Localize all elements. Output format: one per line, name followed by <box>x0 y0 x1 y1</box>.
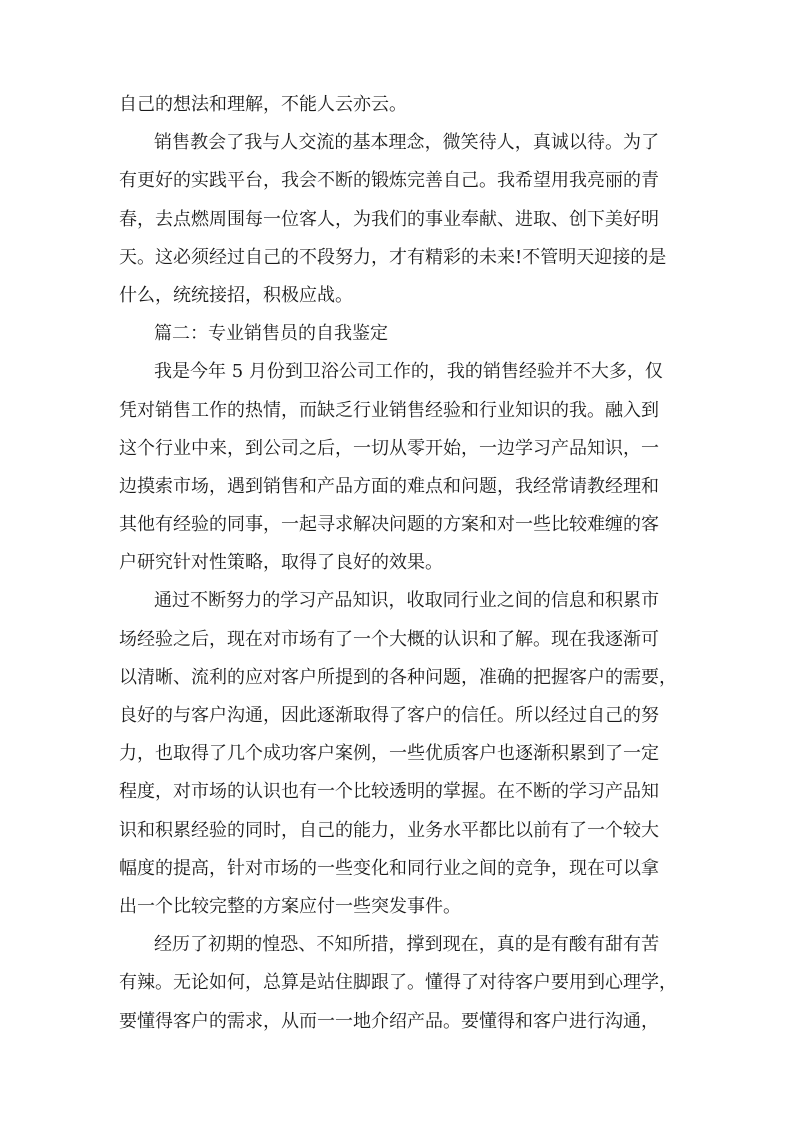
text-line: 有更好的实践平台，我会不断的锻炼完善自己。我希望用我亮丽的青 <box>119 170 659 192</box>
text-line: 户研究针对性策略，取得了良好的效果。 <box>119 552 443 574</box>
text-line: 其他有经验的同事，一起寻求解决问题的方案和对一些比较难缠的客 <box>119 514 659 536</box>
text-line: 自己的想法和理解，不能人云亦云。 <box>119 94 407 115</box>
text-line: 什么，统统接招，积极应战。 <box>119 284 353 306</box>
text-line: 程度，对市场的认识也有一个比较透明的掌握。在不断的学习产品知 <box>119 781 659 803</box>
text-line: 识和积累经验的同时，自己的能力，业务水平都比以前有了一个较大 <box>119 819 659 841</box>
text-line: 这个行业中来，到公司之后，一切从零开始，一边学习产品知识，一 <box>119 437 659 459</box>
text-line: 通过不断努力的学习产品知识，收取同行业之间的信息和积累市 <box>154 590 660 612</box>
text-line: 有辣。无论如何，总算是站住脚跟了。懂得了对待客户要用到心理学， <box>119 972 677 994</box>
text-line: 销售教会了我与人交流的基本理念，微笑待人，真诚以待。为了 <box>154 132 660 154</box>
text-line: 凭对销售工作的热情，而缺乏行业销售经验和行业知识的我。融入到 <box>119 399 659 421</box>
text-line: 幅度的提高，针对市场的一些变化和同行业之间的竞争，现在可以拿 <box>119 857 659 879</box>
text-line: 篇二：专业销售员的自我鉴定 <box>154 323 388 345</box>
text-line: 边摸索市场，遇到销售和产品方面的难点和问题，我经常请教经理和 <box>119 475 659 497</box>
text-line: 春，去点燃周围每一位客人，为我们的事业奉献、进取、创下美好明 <box>119 208 659 230</box>
text-line: 天。这必须经过自己的不段努力，才有精彩的未来!不管明天迎接的是 <box>119 246 667 268</box>
text-line: 我是今年 5 月份到卫浴公司工作的，我的销售经验并不大多，仅 <box>154 361 663 383</box>
text-line: 出一个比较完整的方案应付一些突发事件。 <box>119 895 461 917</box>
text-line: 要懂得客户的需求，从而一一地介绍产品。要懂得和客户进行沟通， <box>119 1010 659 1032</box>
text-line: 场经验之后，现在对市场有了一个大概的认识和了解。现在我逐渐可 <box>119 628 659 650</box>
document-body <box>119 86 677 1041</box>
text-line: 以清晰、流利的应对客户所提到的各种问题，准确的把握客户的需要， <box>119 666 677 688</box>
text-line: 良好的与客户沟通，因此逐渐取得了客户的信任。所以经过自己的努 <box>119 705 659 726</box>
text-line: 力，也取得了几个成功客户案例，一些优质客户也逐渐积累到了一定 <box>119 743 659 765</box>
text-line: 经历了初期的惶恐、不知所措，撑到现在，真的是有酸有甜有苦 <box>154 934 660 956</box>
